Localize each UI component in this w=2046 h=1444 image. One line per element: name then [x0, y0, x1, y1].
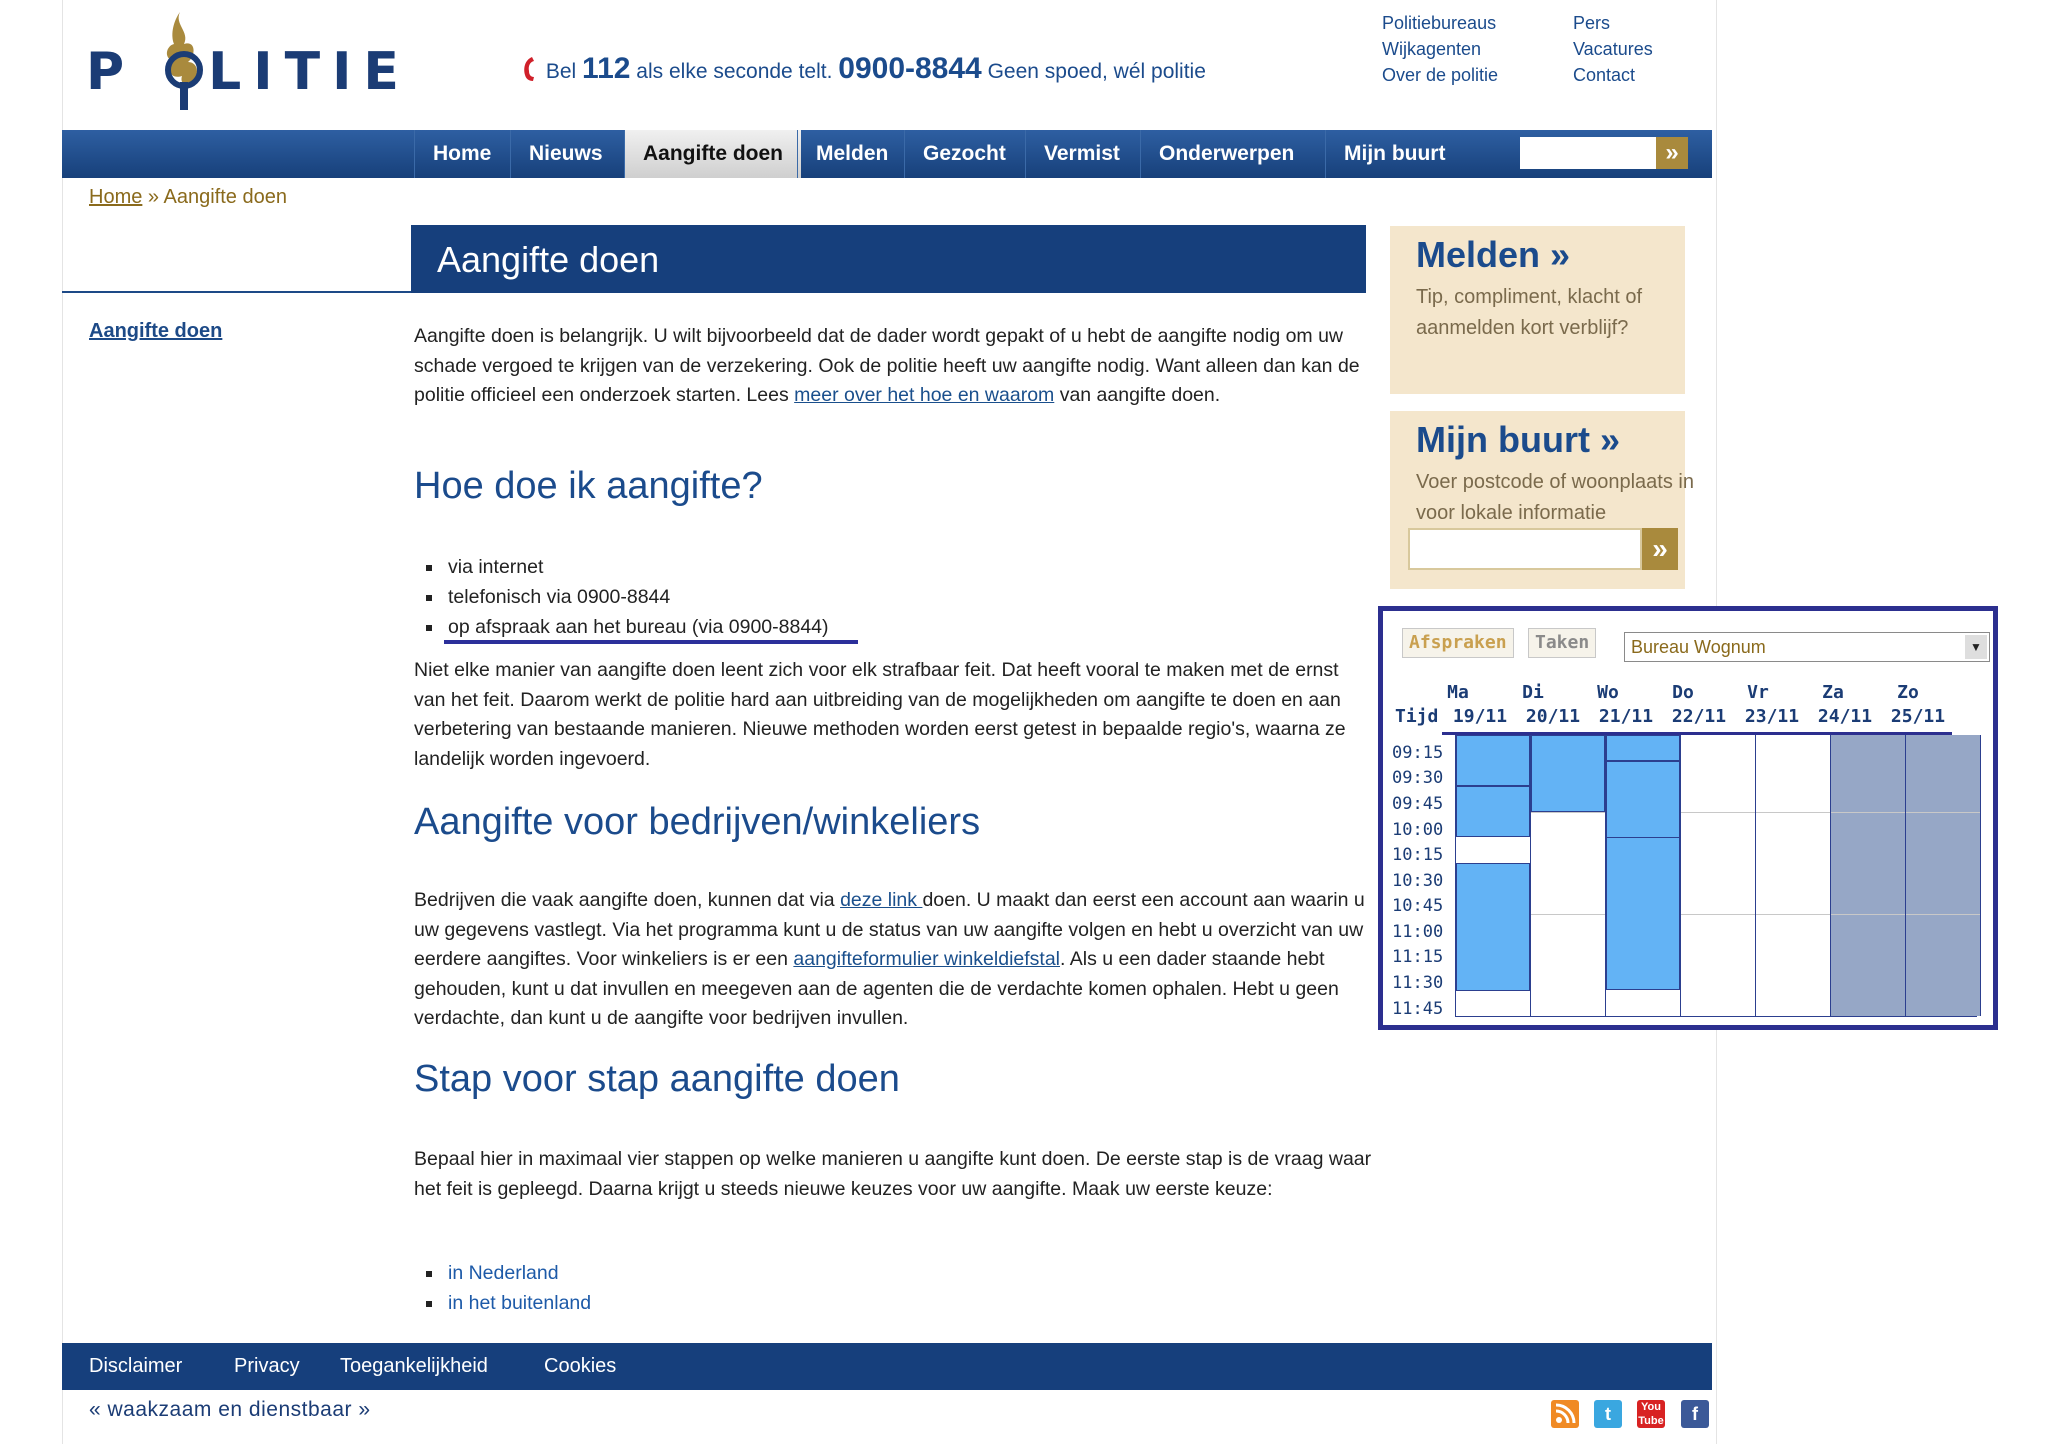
footer-link-cookies[interactable]: Cookies	[544, 1355, 617, 1377]
day-label: Wo	[1597, 682, 1619, 703]
time-label: 10:00	[1392, 820, 1444, 840]
nav-melden[interactable]: Melden	[797, 130, 906, 178]
day-column[interactable]	[1906, 735, 1981, 1016]
date-label[interactable]: 23/11	[1744, 706, 1800, 727]
time-label: 10:30	[1392, 871, 1444, 891]
how-list	[414, 552, 1314, 642]
hour-gridline	[1681, 914, 1755, 915]
hour-gridline	[1531, 914, 1605, 915]
link-aangifteformulier-winkeldiefstal[interactable]: aangifteformulier winkeldiefstal	[793, 948, 1061, 970]
steps-paragraph: Bepaal hier in maximaal vier stappen op welke manieren u aangifte kunt doen. De eerste stap is de vraag waar het feit is gepleegd. Daarna krijgt u steeds nieuwe keuzes voor uw aangifte. Maak uw eerste keuze:	[414, 1148, 1372, 1200]
day-column[interactable]	[1531, 735, 1606, 1016]
emergency-text: als elke seconde telt.	[636, 60, 833, 83]
melden-title[interactable]: Melden »	[1416, 234, 1571, 275]
booked-slot[interactable]	[1606, 761, 1680, 838]
breadcrumb-home[interactable]: Home	[89, 186, 143, 208]
time-label: 09:15	[1392, 743, 1444, 763]
heading-bedrijven-winkeliers: Aangifte voor bedrijven/winkeliers	[414, 801, 981, 843]
nav-gezocht[interactable]: Gezocht	[904, 130, 1024, 178]
date-label[interactable]: 24/11	[1817, 706, 1873, 727]
top-link-wijkagenten[interactable]: Wijkagenten	[1382, 39, 1482, 59]
footer-slogan: « waakzaam en dienstbaar »	[89, 1398, 371, 1421]
hotline-banner	[522, 52, 1206, 86]
time-label: 10:45	[1392, 896, 1444, 916]
time-label: 11:00	[1392, 922, 1444, 942]
date-label[interactable]: 21/11	[1598, 706, 1654, 727]
intro-text-end: van aangifte doen.	[1054, 384, 1221, 406]
link-in-het-buitenland[interactable]: in het buitenland	[414, 1288, 1014, 1318]
hour-gridline	[1756, 812, 1830, 813]
date-label[interactable]: 19/11	[1452, 706, 1508, 727]
top-link-pers[interactable]: Pers	[1573, 13, 1611, 33]
day-column[interactable]	[1756, 735, 1831, 1016]
booked-slot[interactable]	[1606, 837, 1680, 990]
nav-vermist[interactable]: Vermist	[1025, 130, 1138, 178]
booked-slot[interactable]	[1456, 863, 1530, 991]
site-search-button[interactable]: »	[1656, 137, 1688, 169]
highlight-underline	[444, 640, 858, 644]
date-label[interactable]: 20/11	[1525, 706, 1581, 727]
top-link-vacatures[interactable]: Vacatures	[1573, 39, 1653, 59]
page-title-bar	[411, 225, 1366, 293]
intro-paragraph	[414, 322, 1374, 411]
logo-wordmark: PLITIE	[86, 42, 411, 102]
location-select[interactable]	[1624, 632, 1990, 662]
booked-slot[interactable]	[1606, 735, 1680, 761]
footer-bar	[62, 1343, 1712, 1390]
business-paragraph	[414, 886, 1379, 1034]
heading-hoe-doe-ik-aangifte: Hoe doe ik aangifte?	[414, 465, 763, 507]
emergency-number: 112	[582, 52, 631, 85]
site-search-input[interactable]	[1520, 137, 1656, 169]
day-label: Do	[1672, 682, 1694, 703]
nav-aangifte-doen[interactable]: Aangifte doen	[624, 130, 801, 178]
time-label: 11:30	[1392, 973, 1444, 993]
breadcrumb-current: Aangifte doen	[163, 186, 287, 208]
location-select-value: Bureau Wognum	[1631, 637, 1766, 657]
date-label[interactable]: 25/11	[1890, 706, 1946, 727]
nav-onderwerpen[interactable]: Onderwerpen	[1140, 130, 1312, 178]
time-label: 09:30	[1392, 768, 1444, 788]
schedule-grid[interactable]	[1455, 735, 1977, 1017]
day-column[interactable]	[1681, 735, 1756, 1016]
nav-home[interactable]: Home	[414, 130, 509, 178]
list-item: telefonisch via 0900-8844	[414, 582, 1314, 612]
youtube-icon[interactable]: You Tube	[1638, 1401, 1664, 1427]
phone-icon	[522, 56, 536, 82]
nav-nieuws[interactable]: Nieuws	[510, 130, 621, 178]
hour-gridline	[1906, 812, 1980, 813]
heading-stap-voor-stap: Stap voor stap aangifte doen	[414, 1058, 900, 1100]
melden-text: Tip, compliment, klacht of aanmelden kort verblijf?	[1416, 286, 1643, 339]
sidebar-melden[interactable]	[1390, 226, 1685, 394]
general-text: Geen spoed, wél politie	[987, 60, 1206, 83]
top-link-over-de-politie[interactable]: Over de politie	[1382, 65, 1499, 85]
hour-gridline	[1756, 914, 1830, 915]
leftnav-aangifte-doen[interactable]: Aangifte doen	[89, 320, 223, 342]
top-link-contact[interactable]: Contact	[1573, 65, 1636, 85]
facebook-icon[interactable]: f	[1681, 1400, 1709, 1428]
list-item: via internet	[414, 552, 1314, 582]
footer-link-privacy[interactable]: Privacy	[234, 1355, 300, 1377]
list-item: op afspraak aan het bureau (via 0900-8844)	[414, 612, 1314, 642]
leftnav-divider	[62, 291, 412, 293]
hour-gridline	[1831, 812, 1905, 813]
postcode-input[interactable]	[1408, 528, 1642, 570]
hour-gridline	[1531, 812, 1605, 813]
day-column[interactable]	[1831, 735, 1906, 1016]
footer-link-disclaimer[interactable]: Disclaimer	[89, 1355, 183, 1377]
hour-gridline	[1681, 812, 1755, 813]
link-meer-over-aangifte[interactable]: meer over het hoe en waarom	[794, 384, 1055, 406]
day-column[interactable]	[1606, 735, 1681, 1016]
link-in-nederland[interactable]: in Nederland	[414, 1258, 1014, 1288]
steps-list	[414, 1258, 1014, 1318]
business-text-end: . Als u een dader staande hebt gehouden, kunt u dat invullen en meegeven aan de agenten die de verdachte komen ophalen. Hebt u geen verdachte, dan kunt u de aangifte voor bedrijven invullen.	[414, 948, 1339, 1029]
time-label: 10:15	[1392, 845, 1444, 865]
chevron-down-icon[interactable]: ▼	[1965, 635, 1987, 659]
hour-gridline	[1831, 914, 1905, 915]
twitter-icon[interactable]: t	[1594, 1400, 1622, 1428]
time-label: 11:45	[1392, 999, 1444, 1019]
booked-slot[interactable]	[1456, 786, 1530, 837]
day-column[interactable]	[1456, 735, 1531, 1016]
main-navigation	[62, 130, 1712, 178]
date-label[interactable]: 22/11	[1671, 706, 1727, 727]
top-link-politiebureaus[interactable]: Politiebureaus	[1382, 13, 1497, 33]
footer-link-toegankelijkheid[interactable]: Toegankelijkheid	[340, 1355, 488, 1377]
buurt-text: Voer postcode of woonplaats in voor lokale informatie	[1416, 471, 1694, 524]
booked-slot[interactable]	[1456, 735, 1530, 786]
general-number: 0900-8844	[838, 52, 982, 85]
day-label: Di	[1522, 682, 1544, 703]
intro-text: Aangifte doen is belangrijk. U wilt bijvoorbeeld dat de dader wordt gepakt of u hebt de aangifte nodig om uw schade vergoed te krijgen van de verzekering. Ook de politie heeft uw aangifte nodig. Want alleen dan kan de politie officieel een onderzoek starten. Lees	[414, 325, 1360, 406]
time-label: 11:15	[1392, 947, 1444, 967]
booked-slot[interactable]	[1531, 735, 1605, 812]
time-header: Tijd	[1395, 706, 1439, 727]
page-title: Aangifte doen	[437, 239, 660, 280]
how-paragraph: Niet elke manier van aangifte doen leent zich voor elk strafbaar feit. Dat heeft vooral te maken met de ernst van het feit. Daarom werkt de politie hard aan uitbreiding van de mogelijkheden om aangifte te doen en aan verbetering van bestaande manieren. Nieuwe methoden worden eerst getest in bepaalde regio's, waarna ze landelijk worden ingevoerd.	[414, 659, 1346, 770]
breadcrumb-separator: »	[147, 186, 160, 208]
rss-icon[interactable]	[1551, 1400, 1579, 1428]
nav-mijn-buurt[interactable]: Mijn buurt	[1325, 130, 1463, 178]
tab-taken[interactable]: Taken	[1528, 628, 1596, 658]
day-label: Za	[1822, 682, 1844, 703]
politie-logo[interactable]	[86, 10, 411, 110]
hour-gridline	[1906, 914, 1980, 915]
time-label: 09:45	[1392, 794, 1444, 814]
day-label: Vr	[1747, 682, 1769, 703]
link-deze-link[interactable]: deze link	[840, 889, 923, 911]
day-label: Ma	[1447, 682, 1469, 703]
breadcrumb	[89, 186, 287, 209]
tab-afspraken[interactable]: Afspraken	[1402, 628, 1514, 658]
postcode-submit-button[interactable]: »	[1642, 528, 1678, 570]
business-text: Bedrijven die vaak aangifte doen, kunnen dat via	[414, 889, 841, 911]
day-label: Zo	[1897, 682, 1919, 703]
hotline-bel: Bel	[545, 60, 577, 83]
buurt-title[interactable]: Mijn buurt »	[1416, 419, 1620, 460]
business-text-mid: doen. U maakt dan eerst een account aan waarin u uw gegevens vastlegt. Via het programma kunt u de status van uw aangifte volgen en hebt u overzicht van uw eerdere aangiftes. Voor winkeliers is er een	[414, 889, 1365, 970]
